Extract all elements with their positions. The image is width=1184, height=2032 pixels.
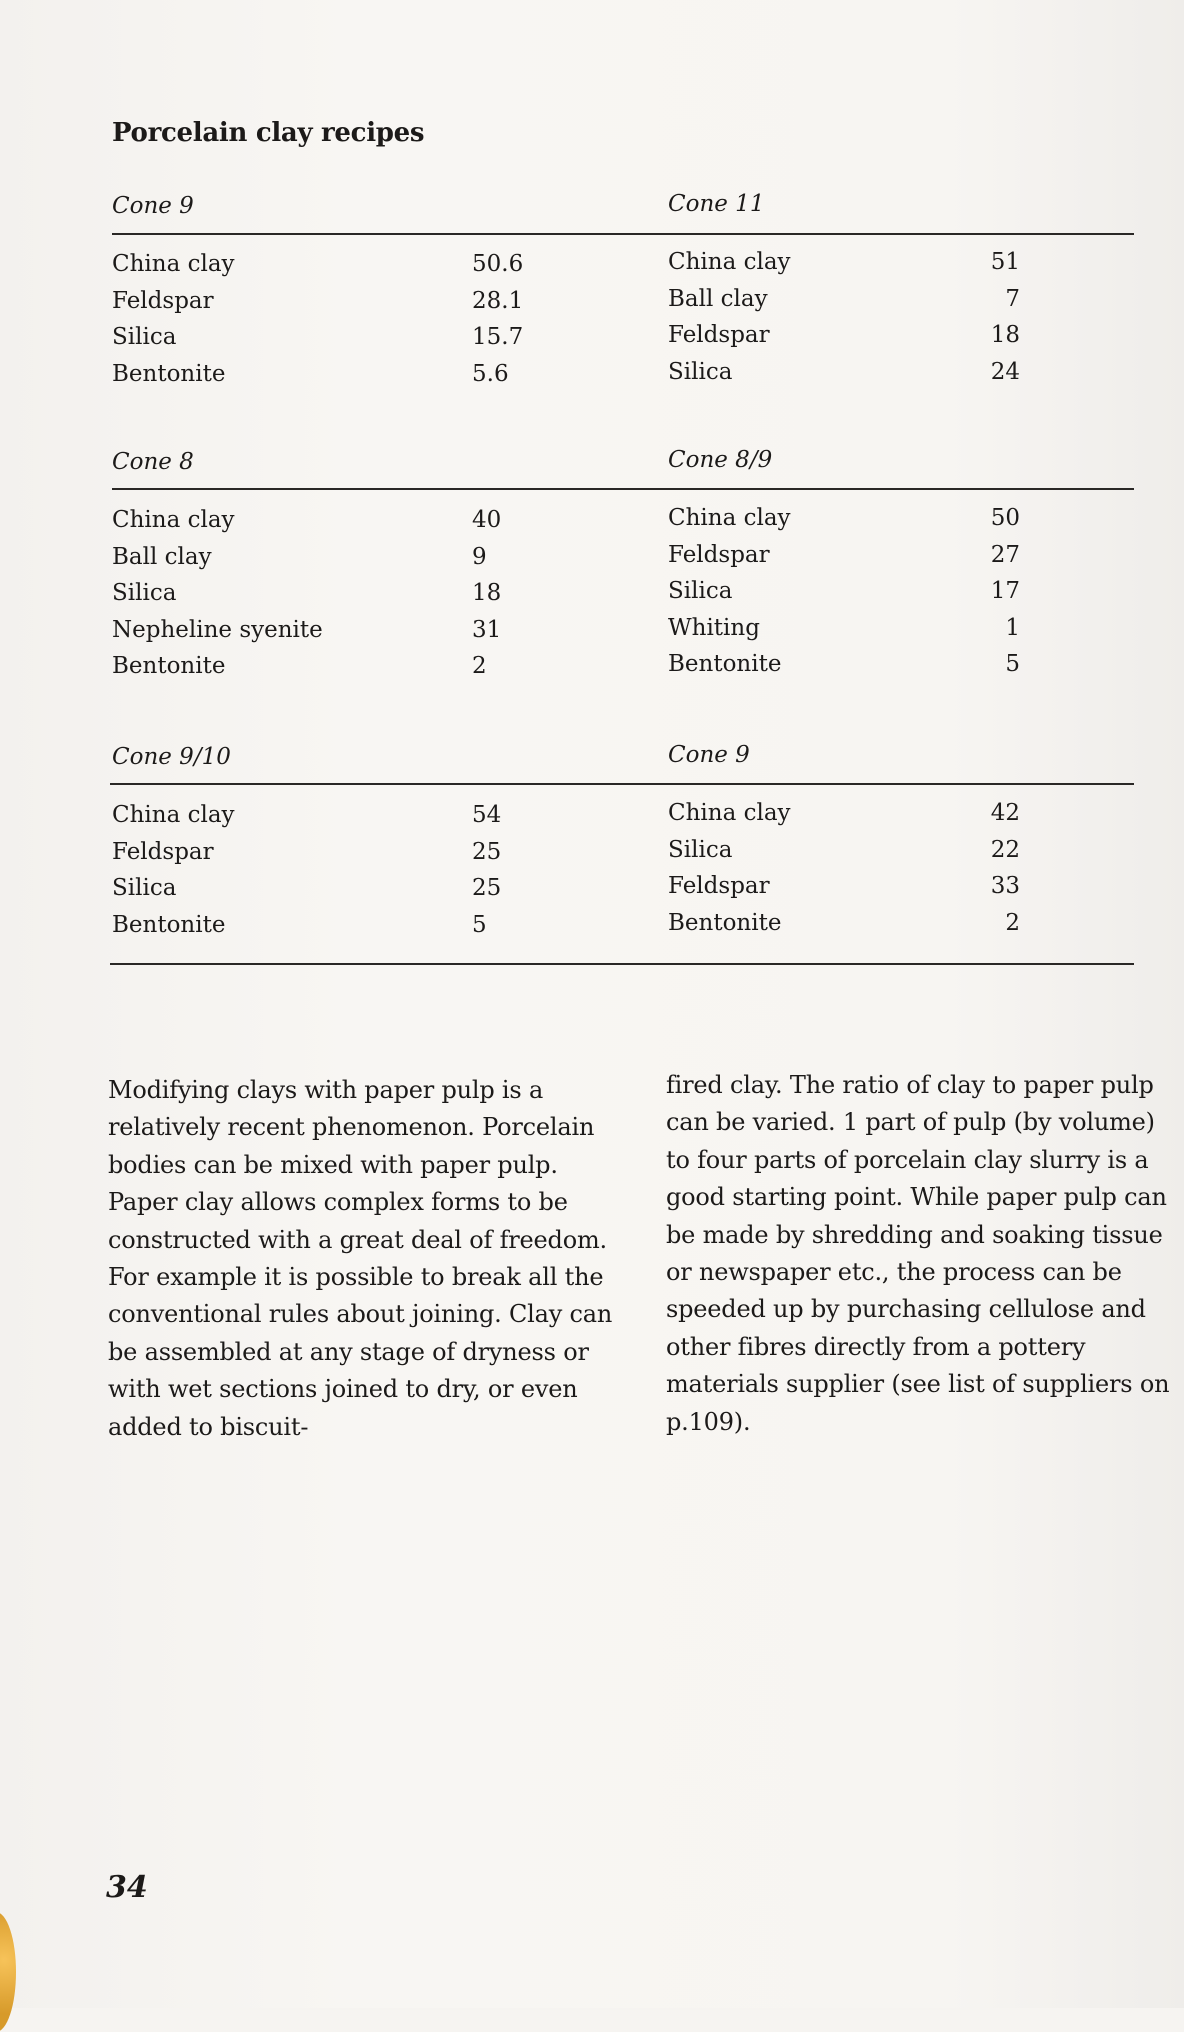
ingredient-name: Silica — [668, 836, 733, 863]
ingredient-row — [668, 610, 1020, 647]
ingredient-row — [668, 281, 1020, 318]
ingredient-list — [112, 246, 672, 392]
ingredient-amount: 5 — [1005, 651, 1020, 677]
ingredient-row — [112, 575, 672, 612]
section-divider — [112, 488, 1134, 490]
ingredient-row — [668, 868, 1020, 905]
ingredient-row — [668, 573, 1020, 610]
ingredient-name: Ball clay — [668, 285, 768, 312]
ingredient-name: Bentonite — [668, 909, 782, 936]
ingredient-amount: 25 — [472, 875, 502, 901]
ingredient-name: China clay — [668, 800, 791, 826]
ingredient-amount: 9 — [472, 543, 487, 570]
ingredient-amount: 2 — [472, 653, 487, 679]
ingredient-amount: 15.7 — [472, 324, 524, 350]
section-divider — [110, 783, 1134, 785]
ingredient-name: Silica — [112, 875, 177, 901]
ingredient-row — [668, 354, 1020, 391]
ingredient-amount: 40 — [472, 507, 502, 533]
ingredient-name: Bentonite — [668, 651, 782, 677]
ingredient-name: Nepheline syenite — [112, 616, 323, 643]
recipe-cone-9-10 — [112, 739, 672, 943]
ingredient-amount: 33 — [990, 873, 1020, 899]
ingredient-name: China clay — [668, 505, 791, 531]
ingredient-row — [112, 356, 672, 393]
ingredient-amount: 7 — [1005, 285, 1020, 312]
ingredient-amount: 17 — [990, 578, 1020, 604]
ingredient-name: Bentonite — [112, 911, 226, 938]
ingredient-amount: 5 — [472, 911, 487, 938]
ingredient-name: Ball clay — [112, 543, 212, 570]
ingredient-amount: 5.6 — [472, 360, 509, 387]
cone-heading: Cone 11 — [668, 191, 765, 217]
ingredient-amount: 25 — [472, 838, 502, 865]
ingredient-list — [112, 502, 672, 685]
ingredient-row — [668, 832, 1020, 869]
recipe-cone-9-b — [668, 737, 1020, 941]
ingredient-name: Feldspar — [668, 873, 770, 899]
ingredient-list — [112, 797, 672, 943]
ingredient-row — [668, 646, 1020, 683]
ingredient-row — [112, 907, 672, 944]
ingredient-amount: 31 — [472, 616, 502, 643]
section-divider — [112, 233, 1134, 235]
ingredient-name: Silica — [668, 358, 733, 385]
body-paragraph-left: Modifying clays with paper pulp is a relatively recent phenomenon. Porcelain bodies can be mixed with paper pulp. Paper clay allows complex forms to be constructed with a great deal of freedom. For example it is possible to break all the conventional rules about joining. Clay can be assembled at any stage of dryness or with wet sections joined to dry, or even added to biscuit- — [108, 1076, 613, 1441]
ingredient-row — [112, 870, 672, 907]
ingredient-row — [668, 500, 1020, 537]
ingredient-row — [112, 648, 672, 685]
page-number: 34 — [106, 1870, 148, 1905]
ingredient-amount: 24 — [990, 358, 1020, 385]
ingredient-row — [112, 612, 672, 649]
ingredient-amount: 22 — [990, 836, 1020, 863]
ingredient-name: Silica — [668, 578, 733, 604]
ingredient-amount: 18 — [990, 322, 1020, 348]
ingredient-list — [668, 795, 1020, 941]
ingredient-amount: 1 — [1005, 614, 1020, 641]
ingredient-name: Feldspar — [668, 541, 770, 568]
recipe-cone-9-a — [112, 188, 672, 392]
ingredient-name: Whiting — [668, 614, 760, 641]
ingredient-name: Feldspar — [112, 287, 214, 314]
ingredient-amount: 51 — [990, 249, 1020, 275]
ingredient-name: Bentonite — [112, 360, 226, 387]
ingredient-row — [668, 795, 1020, 832]
ingredient-name: Feldspar — [112, 838, 214, 865]
ingredient-row — [668, 244, 1020, 281]
ingredient-amount: 50 — [990, 505, 1020, 531]
ingredient-row — [668, 537, 1020, 574]
ingredient-amount: 54 — [472, 802, 502, 828]
ingredient-name: Silica — [112, 324, 177, 350]
ingredient-list — [668, 500, 1020, 683]
ingredient-name: Silica — [112, 580, 177, 606]
ingredient-amount: 42 — [990, 800, 1020, 826]
recipe-cone-11 — [668, 186, 1020, 390]
ingredient-name: China clay — [112, 251, 235, 277]
ingredient-row — [112, 539, 672, 576]
ingredient-list — [668, 244, 1020, 390]
page-title: Porcelain clay recipes — [112, 118, 425, 148]
cone-heading: Cone 9 — [668, 742, 750, 768]
cone-heading: Cone 8/9 — [668, 447, 773, 473]
ingredient-row — [112, 834, 672, 871]
thumb-shadow — [0, 1912, 16, 2032]
cone-heading: Cone 9 — [112, 193, 194, 219]
ingredient-row — [112, 797, 672, 834]
table-bottom-rule — [110, 963, 1134, 965]
ingredient-name: China clay — [112, 802, 235, 828]
ingredient-amount: 2 — [1005, 909, 1020, 936]
ingredient-amount: 28.1 — [472, 287, 524, 314]
ingredient-row — [112, 319, 672, 356]
ingredient-row — [112, 502, 672, 539]
body-paragraph-right: fired clay. The ratio of clay to paper pulp can be varied. 1 part of pulp (by volume) to four parts of porcelain clay slurry is a good starting point. While paper pulp can be made by shredding and soaking tissue or newspaper etc., the process can be speeded up by purchasing cellulose and other fibres directly from a pottery materials supplier (see list of suppliers on p.109). — [666, 1071, 1170, 1436]
ingredient-name: China clay — [668, 249, 791, 275]
ingredient-amount: 27 — [990, 541, 1020, 568]
ingredient-row — [668, 905, 1020, 942]
ingredient-name: Feldspar — [668, 322, 770, 348]
ingredient-row — [112, 283, 672, 320]
cone-heading: Cone 8 — [112, 449, 194, 475]
ingredient-name: Bentonite — [112, 653, 226, 679]
recipe-cone-8 — [112, 444, 672, 685]
ingredient-amount: 50.6 — [472, 251, 524, 277]
recipe-cone-8-9 — [668, 442, 1020, 683]
ingredient-amount: 18 — [472, 580, 502, 606]
ingredient-row — [112, 246, 672, 283]
ingredient-name: China clay — [112, 507, 235, 533]
ingredient-row — [668, 317, 1020, 354]
cone-heading: Cone 9/10 — [112, 744, 231, 770]
